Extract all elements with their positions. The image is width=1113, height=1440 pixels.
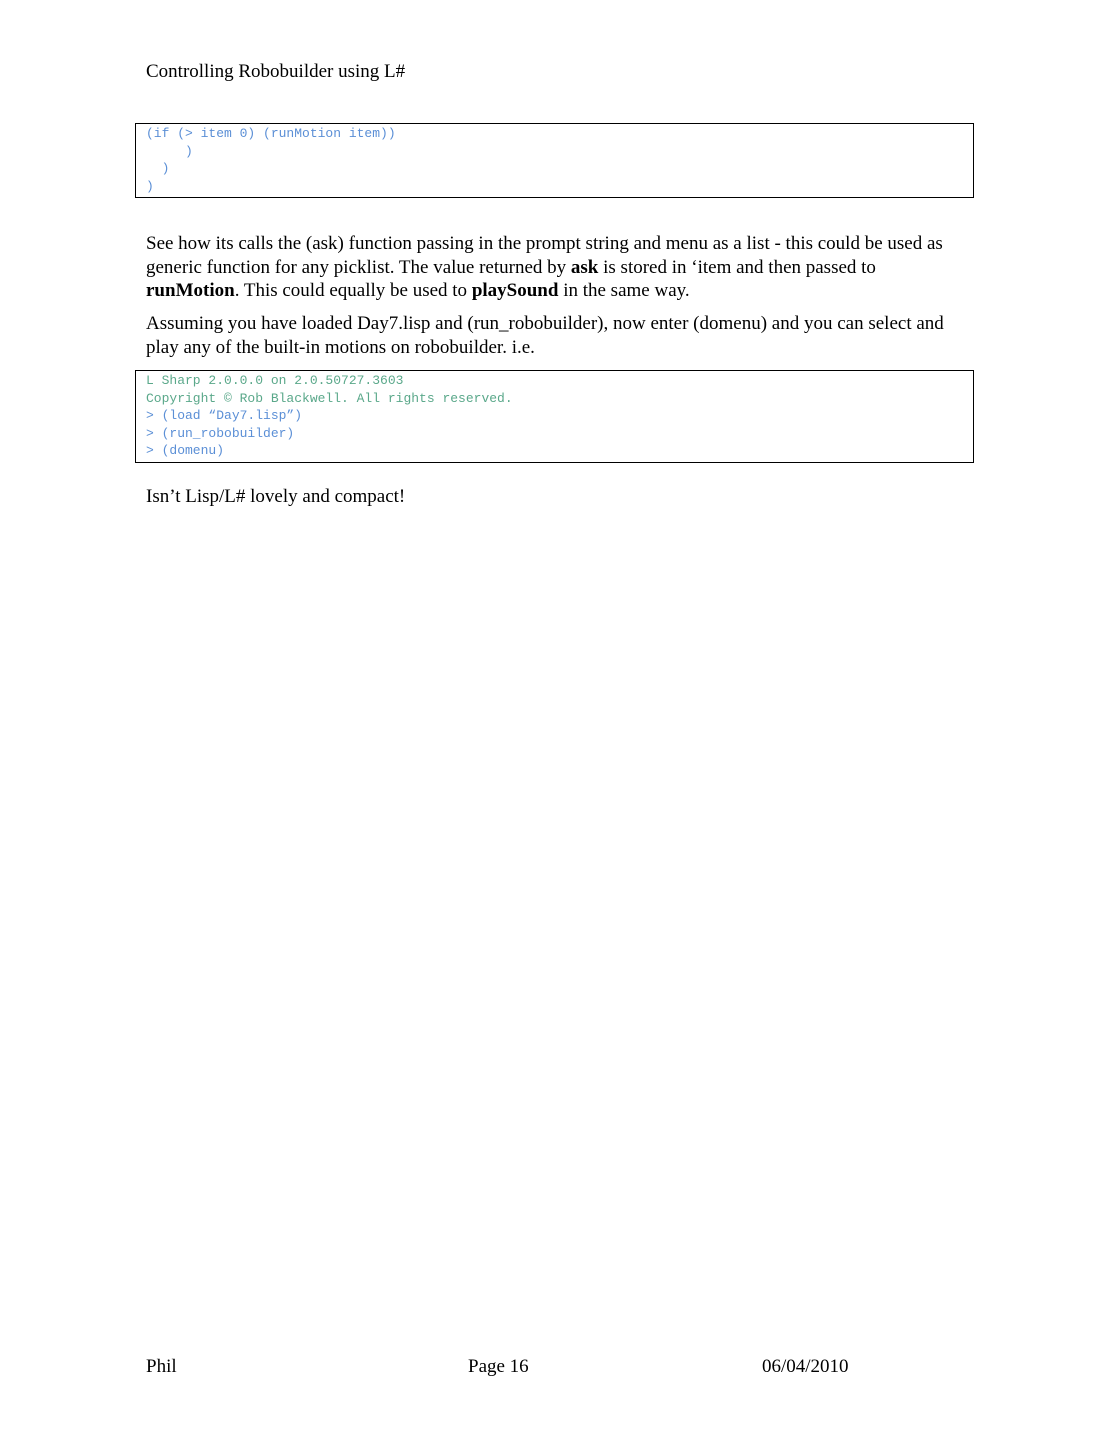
code-block-ask-menu-end <box>135 123 974 198</box>
repl-input-line: > (load “Day7.lisp”) <box>146 408 303 423</box>
code-line: ) <box>146 161 170 176</box>
bold-term-ask: ask <box>570 256 599 278</box>
footer-date: 06/04/2010 <box>762 1356 849 1377</box>
footer-author: Phil <box>146 1356 177 1377</box>
repl-input-line: > (domenu) <box>146 443 225 458</box>
footer-page-number: Page 16 <box>468 1356 529 1377</box>
code-line: ) <box>146 143 193 159</box>
code-line: ) <box>146 178 154 194</box>
paragraph-text: in the same way. <box>558 280 690 301</box>
repl-copyright-line: Copyright © Rob Blackwell. All rights reserved. <box>146 390 513 406</box>
code-line: (if (> item 0) (runMotion item)) <box>146 126 396 141</box>
code-block-repl-session <box>135 370 974 463</box>
repl-banner-line: L Sharp 2.0.0.0 on 2.0.50727.3603 <box>146 373 404 388</box>
paragraph-text: is stored in ‘item and then passed to <box>598 256 876 278</box>
page-header-title: Controlling Robobuilder using L# <box>146 61 406 82</box>
bold-term-runmotion: runMotion <box>146 280 235 301</box>
paragraph-conclusion: Isn’t Lisp/L# lovely and compact! <box>146 486 406 507</box>
paragraph-text: . This could equally be used to <box>234 280 472 301</box>
repl-input-line: > (run_robobuilder) <box>146 425 295 441</box>
bold-term-playsound: playSound <box>471 280 559 301</box>
paragraph-instructions: Assuming you have loaded Day7.lisp and (run_robobuilder), now enter (domenu) and you can select and play any of the built-in motions on robobuilder. i.e. <box>146 313 944 358</box>
paragraph-text: See how its calls the (ask) function passing in the prompt string and menu as a list - this could be used as generic function for any picklist. The value returned by <box>146 233 943 278</box>
paragraph-explanation <box>146 232 956 303</box>
